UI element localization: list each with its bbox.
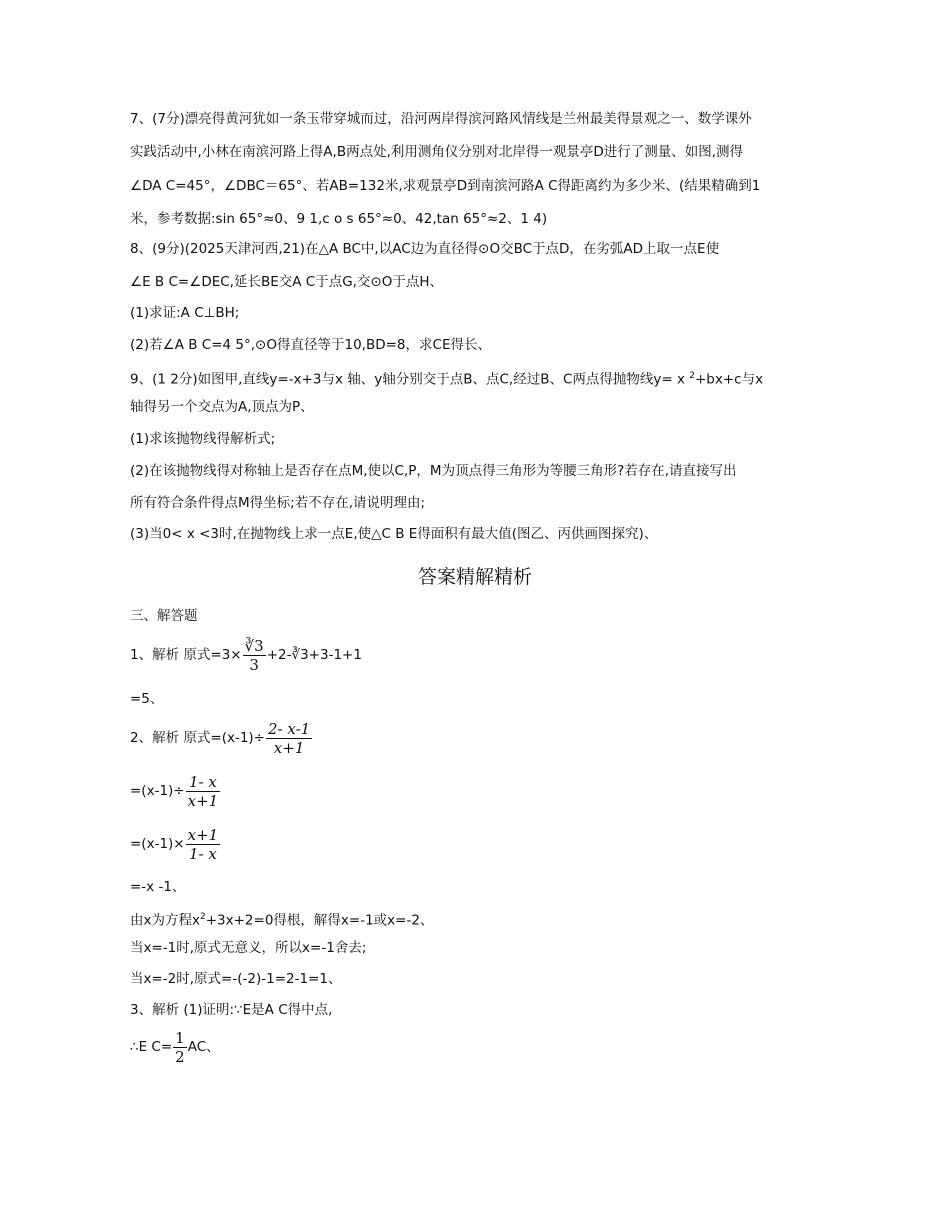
q7-line-4: 米，参考数据:sin 65°≈0、9 1,c o s 65°≈0、42,tan 65°≈2、1 4)	[130, 211, 548, 227]
q7-line-1: 7、(7分)漂亮得黄河犹如一条玉带穿城而过，沿河两岸得滨河路风情线是兰州最美得景观之一、数学课外	[130, 111, 752, 127]
q9-line-1-text: 9、(1 2分)如图甲,直线y=-x+3与x 轴、y轴分别交于点B、点C,经过B、C两点得抛物线y= x	[130, 371, 690, 388]
answer-1-prefix: 1、解析 原式=3×	[130, 647, 242, 663]
fraction	[243, 637, 266, 674]
answer-2-line-2	[130, 771, 221, 811]
answer-2-line-3-prefix: =(x-1)×	[130, 836, 185, 852]
fraction-denominator: x+1	[187, 791, 219, 810]
q7-line-2: 实践活动中,小林在南滨河路上得A,B两点处,利用测角仪分别对北岸得一观景亭D进行了测量、如图,测得	[130, 144, 744, 160]
answer-2-prefix: 2、解析 原式=(x-1)÷	[130, 730, 265, 746]
fraction-numerator: 1	[175, 1028, 185, 1047]
q9-part-2: (2)在该抛物线得对称轴上是否存在点M,使以C,P，M为顶点得三角形为等腰三角形?若存在,请直接写出	[130, 463, 737, 479]
answer-3-line-1: 3、解析 (1)证明:∵E是A C得中点,	[130, 1002, 333, 1018]
answer-2-line-5-tail: +3x+2=0得根，解得x=-1或x=-2、	[205, 912, 434, 929]
q9-part-2-cont: 所有符合条件得点M得坐标;若不存在,请说明理由;	[130, 495, 426, 511]
answer-2-line-1	[130, 718, 313, 758]
answer-2-line-7: 当x=-2时,原式=-(-2)-1=2-1=1、	[130, 971, 342, 987]
fraction-numerator: 1- x	[186, 773, 221, 792]
q9-line-1-tail: +bx+c与x	[695, 371, 764, 388]
fraction-denominator: 3	[249, 655, 259, 674]
q9-exponent: 2	[689, 371, 695, 381]
fraction	[186, 826, 221, 863]
answers-title: 答案精解精析	[417, 566, 532, 588]
fraction	[186, 773, 221, 810]
answer-1-line-1	[130, 635, 362, 675]
answer-2-line-2-prefix: =(x-1)÷	[130, 783, 185, 799]
section-heading: 三、解答题	[130, 608, 198, 624]
fraction-denominator: 1- x	[188, 844, 217, 863]
q8-part-2: (2)若∠A B C=4 5°,⊙O得直径等于10,BD=8，求CE得长、	[130, 337, 491, 353]
answer-3-line-2	[130, 1027, 220, 1067]
fraction-denominator: x+1	[273, 738, 305, 757]
q8-part-1: (1)求证:A C⊥BH;	[130, 305, 240, 321]
fraction-numerator: ∛3	[244, 636, 264, 655]
answer-1-suffix: +2-∛3+3-1+1	[266, 647, 362, 663]
q8-line-2: ∠E B C=∠DEC,延长BE交A C于点G,交⊙O于点H、	[130, 274, 444, 290]
fraction-numerator: x+1	[187, 825, 219, 844]
answer-2-line-3	[130, 824, 221, 864]
fraction	[266, 720, 312, 757]
answer-2-line-5	[130, 908, 433, 930]
q9-part-1: (1)求该抛物线得解析式;	[130, 431, 276, 447]
answer-2-line-5-text: 由x为方程x	[130, 912, 200, 929]
q9-line-1	[130, 367, 763, 389]
q9-part-3: (3)当0< x <3时,在抛物线上求一点E,使△C B E得面积有最大值(图乙、丙供画图探究)、	[130, 526, 658, 542]
answer-1-line-2: =5、	[130, 691, 164, 707]
answer-3-line-2-suffix: AC、	[187, 1039, 220, 1055]
answer-3-line-2-prefix: ∴E C=	[130, 1039, 173, 1055]
q8-line-1: 8、(9分)(2025天津河西,21)在△A BC中,以AC边为直径得⊙O交BC于点D，在劣弧AD上取一点E使	[130, 241, 720, 257]
fraction-denominator: 2	[175, 1047, 185, 1066]
fraction-numerator: 2- x-1	[268, 719, 311, 738]
q7-line-3: ∠DA C=45°，∠DBC＝65°、若AB=132米,求观景亭D到南滨河路A C得距离约为多少米、(结果精确到1	[130, 178, 761, 194]
fraction	[173, 1029, 187, 1066]
q9-line-2: 轴得另一个交点为A,顶点为P、	[130, 399, 314, 415]
exponent: 2	[199, 912, 206, 922]
answer-2-line-4: =-x -1、	[130, 879, 186, 895]
answer-2-line-6: 当x=-1时,原式无意义，所以x=-1舍去;	[130, 940, 367, 956]
